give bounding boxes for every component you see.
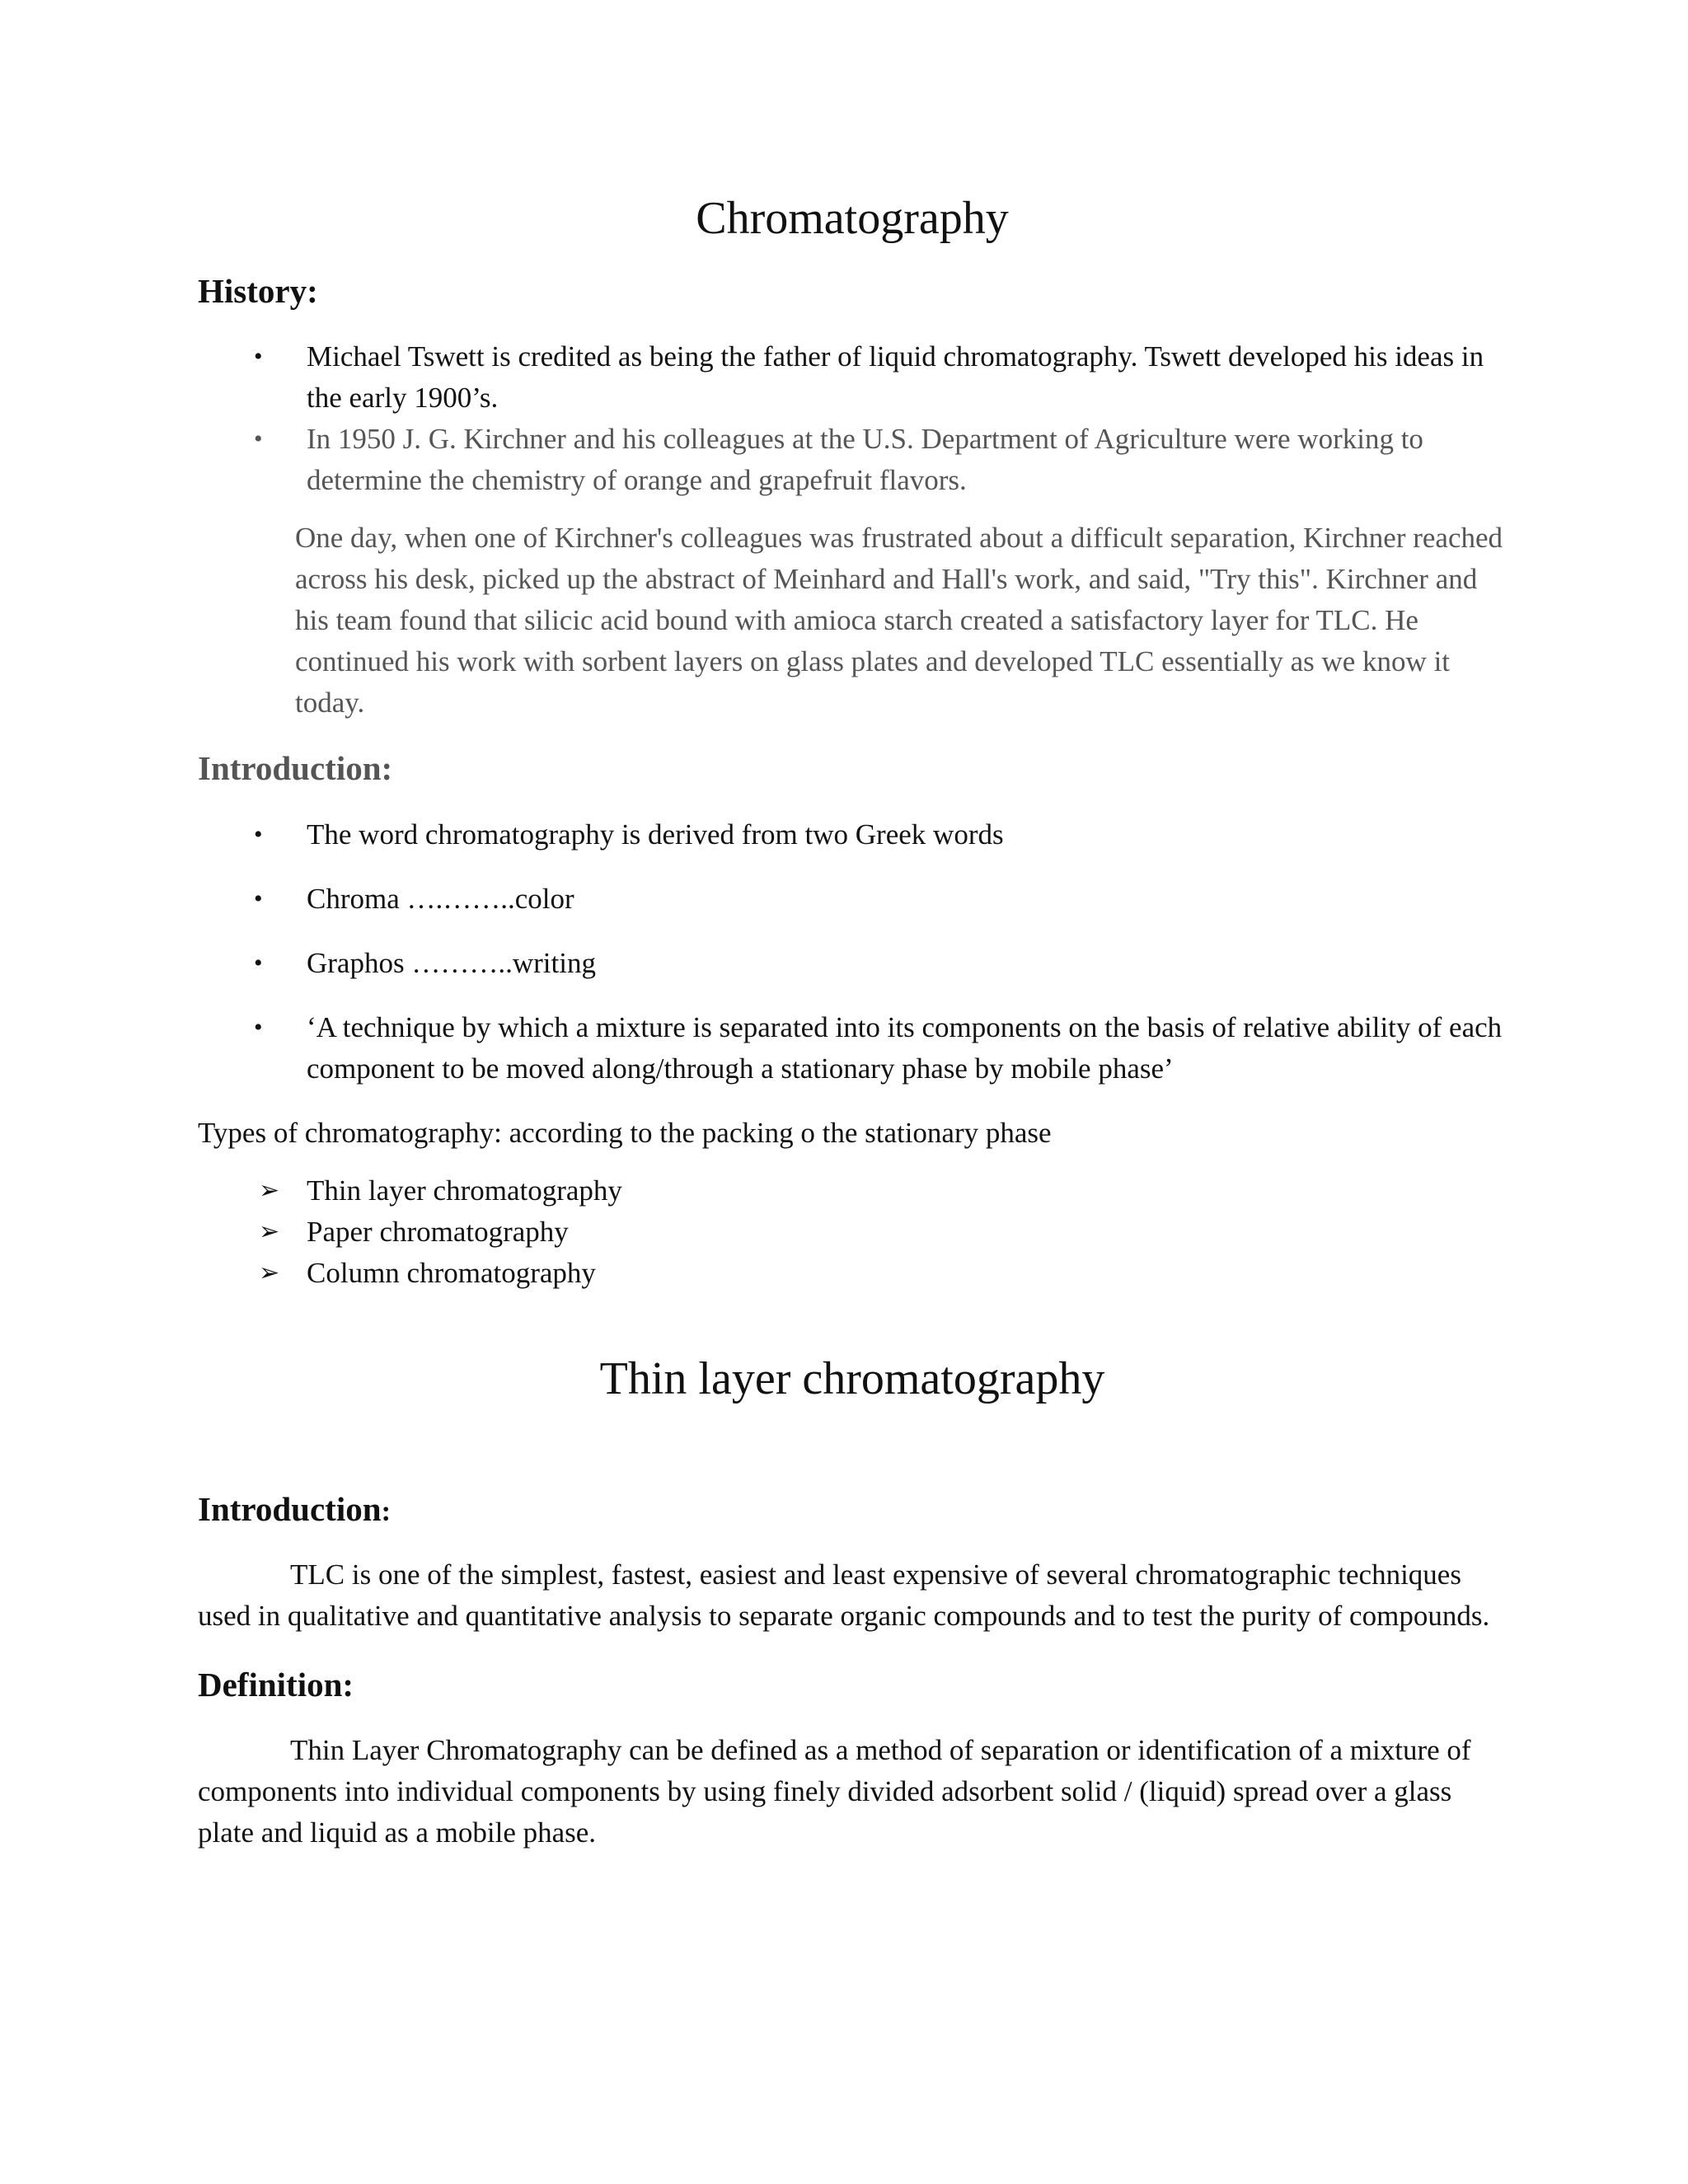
history-bullet-text: In 1950 J. G. Kirchner and his colleagues at the U.S. Department of Agriculture were working to determine the chemistry of orange and grapefruit flavors. bbox=[307, 423, 1423, 497]
tlc-introduction-text: TLC is one of the simplest, fastest, easiest and least expensive of several chromatographic techniques used in qualitative and quantitative analysis to separate organic compounds and to test the purity of compounds. bbox=[198, 1558, 1490, 1632]
type-item-text: Thin layer chromatography bbox=[307, 1174, 622, 1207]
introduction-bullet-text: Chroma ….……..color bbox=[307, 882, 574, 915]
tlc-introduction-heading bbox=[198, 1489, 1507, 1530]
type-item-text: Column chromatography bbox=[307, 1256, 596, 1289]
introduction-heading: Introduction: bbox=[198, 749, 393, 788]
history-heading: History: bbox=[198, 272, 318, 311]
history-bullet-list bbox=[198, 336, 1507, 501]
tlc-title: Thin layer chromatography bbox=[599, 1352, 1105, 1404]
definition-text: Thin Layer Chromatography can be defined as a method of separation or identification of a mixture of components into individual components by using finely divided adsorbent solid / (liquid) spread over a glass plate and liquid as a mobile phase. bbox=[198, 1734, 1471, 1849]
bullet-icon: • bbox=[254, 425, 263, 453]
bullet-icon: • bbox=[254, 820, 263, 848]
introduction-bullet-text: ‘A technique by which a mixture is separated into its components on the basis of relative ability of each component to be moved along/through a stationary phase by mobile phase’ bbox=[307, 1010, 1503, 1085]
bullet-icon: • bbox=[254, 949, 263, 977]
list-item bbox=[198, 336, 1507, 419]
introduction-bullet-text: Graphos ………..writing bbox=[307, 946, 596, 979]
bullet-icon: • bbox=[254, 343, 263, 371]
list-item bbox=[198, 943, 1507, 984]
bullet-icon: • bbox=[254, 884, 263, 912]
list-item bbox=[198, 419, 1507, 501]
history-bullet-text: Michael Tswett is credited as being the father of liquid chromatography. Tswett developed his ideas in the early 1900’s. bbox=[307, 340, 1484, 415]
types-list bbox=[198, 1170, 1507, 1294]
arrow-bullet-icon: ➢ bbox=[259, 1175, 280, 1205]
types-of-chromatography-text: Types of chromatography: according to the packing o the stationary phase bbox=[198, 1116, 1052, 1149]
history-continuation: One day, when one of Kirchner's colleagues was frustrated about a difficult separation, Kirchner reached across his desk, picked up the abstract of Meinhard and Hall's work, and said, "Try this". Kirchner and his team found that silicic acid bound with amioca starch created a satisfactory layer for TLC. He continued his work with sorbent layers on glass plates and developed TLC essentially as we know it today. bbox=[295, 522, 1503, 719]
type-item-text: Paper chromatography bbox=[307, 1215, 569, 1248]
arrow-bullet-icon: ➢ bbox=[259, 1216, 280, 1246]
document-title: Chromatography bbox=[696, 193, 1009, 244]
definition-heading: Definition: bbox=[198, 1665, 354, 1704]
list-item bbox=[198, 1007, 1507, 1090]
introduction-bullet-text: The word chromatography is derived from two Greek words bbox=[307, 818, 1004, 851]
tlc-introduction-heading-text: Introduction bbox=[198, 1489, 382, 1528]
list-item bbox=[198, 1253, 1507, 1294]
list-item bbox=[198, 1212, 1507, 1253]
introduction-bullet-list bbox=[198, 814, 1507, 1090]
bullet-icon: • bbox=[254, 1013, 263, 1041]
arrow-bullet-icon: ➢ bbox=[259, 1258, 280, 1287]
list-item bbox=[198, 814, 1507, 855]
tlc-introduction-heading-colon: : bbox=[381, 1494, 392, 1527]
list-item bbox=[198, 1170, 1507, 1212]
list-item bbox=[198, 879, 1507, 920]
